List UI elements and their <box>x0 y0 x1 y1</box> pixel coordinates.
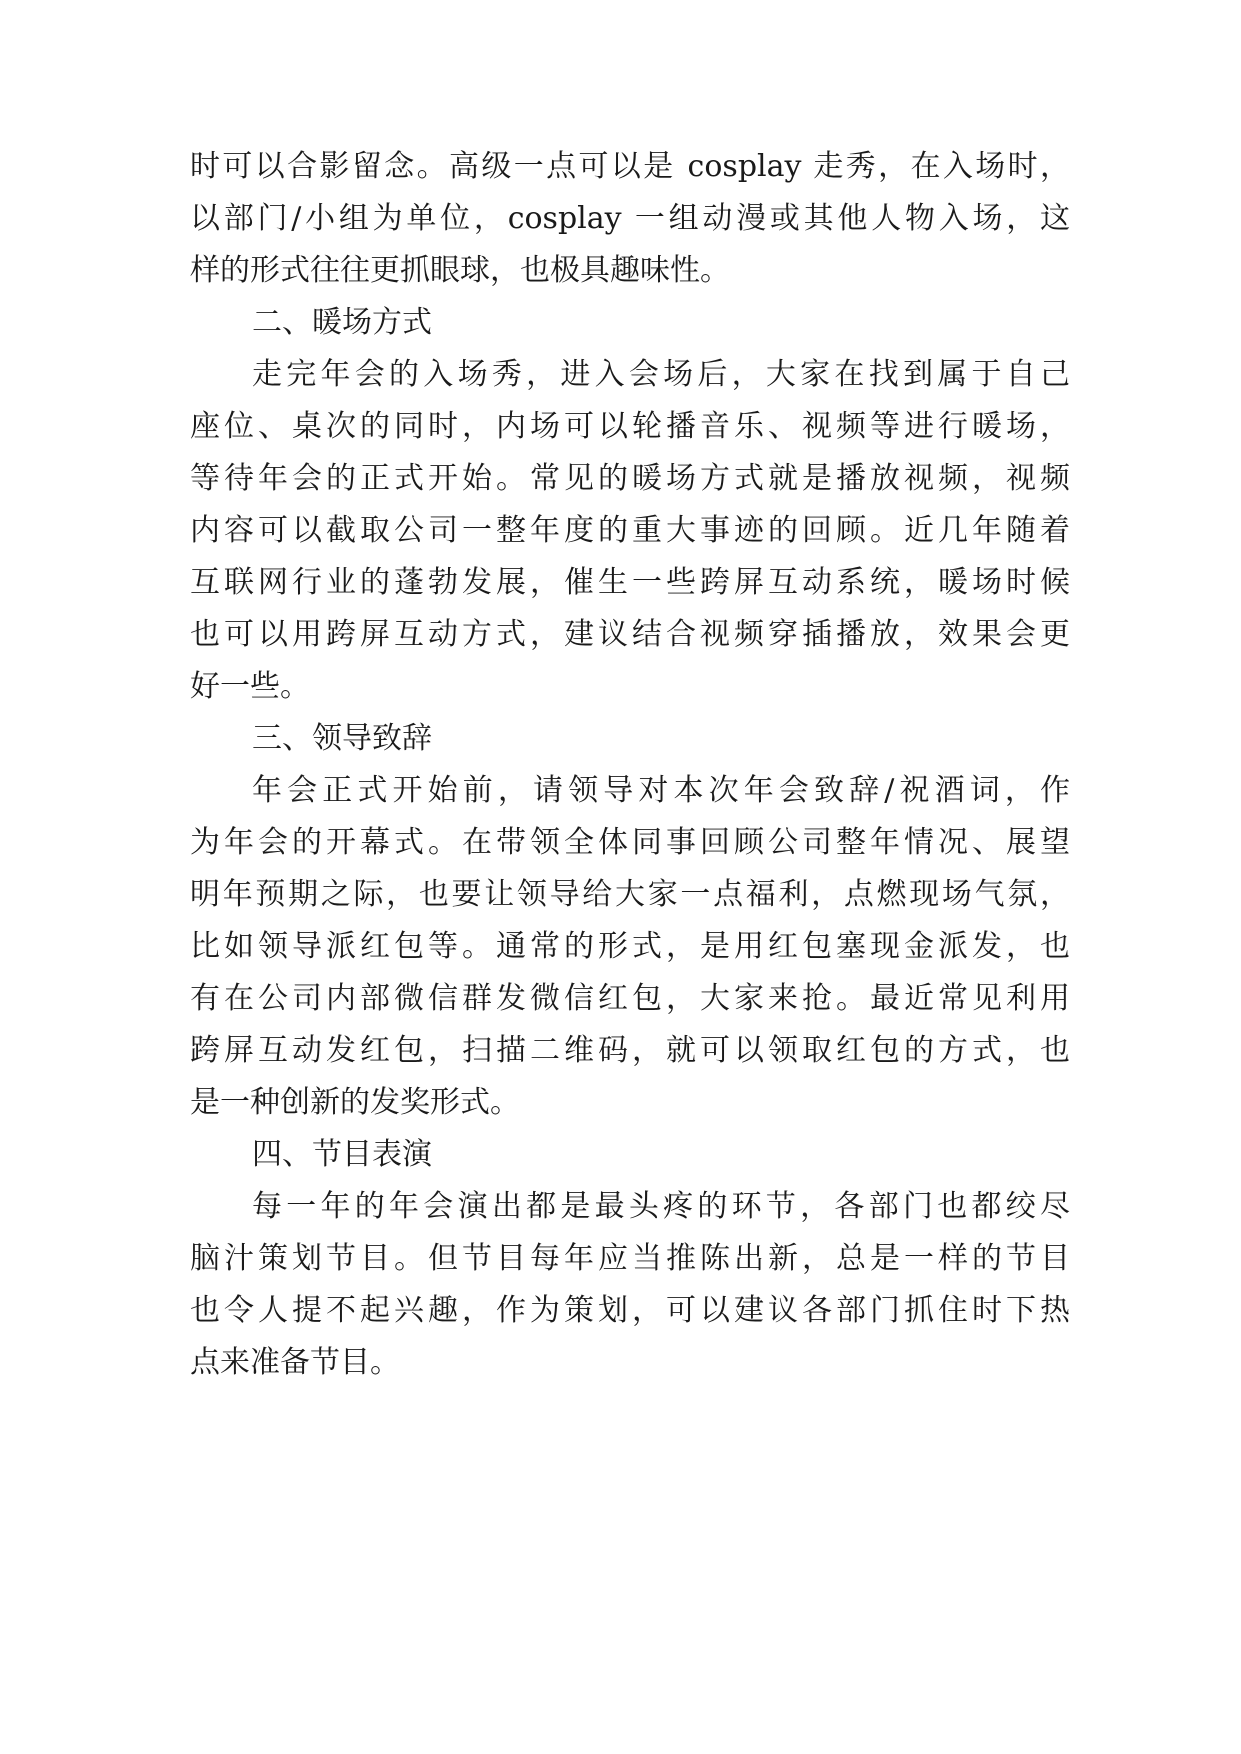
paragraph-line: 每一年的年会演出都是最头疼的环节，各部门也都绞尽 <box>252 1189 1070 1224</box>
paragraph-line: 互联网行业的蓬勃发展，催生一些跨屏互动系统，暖场时候 <box>190 565 1070 600</box>
paragraph-line: 是一种创新的发奖形式。 <box>190 1085 520 1120</box>
paragraph-line: 座位、桌次的同时，内场可以轮播音乐、视频等进行暖场， <box>190 409 1070 444</box>
paragraph-line: 脑汁策划节目。但节目每年应当推陈出新，总是一样的节目 <box>190 1241 1070 1276</box>
paragraph-line: 样的形式往往更抓眼球，也极具趣味性。 <box>190 253 730 288</box>
section-heading: 三、领导致辞 <box>252 721 432 756</box>
paragraph-line: 点来准备节目。 <box>190 1345 400 1380</box>
paragraph-line: 等待年会的正式开始。常见的暖场方式就是播放视频，视频 <box>190 461 1070 496</box>
paragraph-line: 年会正式开始前，请领导对本次年会致辞/祝酒词，作 <box>252 773 1070 808</box>
section-heading: 四、节目表演 <box>252 1137 432 1172</box>
paragraph-line: 有在公司内部微信群发微信红包，大家来抢。最近常见利用 <box>190 981 1070 1016</box>
paragraph-line: 明年预期之际，也要让领导给大家一点福利，点燃现场气氛， <box>190 877 1070 912</box>
paragraph-line: 时可以合影留念。高级一点可以是 cosplay 走秀，在入场时， <box>190 149 1070 184</box>
paragraph-line: 跨屏互动发红包，扫描二维码，就可以领取红包的方式，也 <box>190 1033 1070 1068</box>
section-heading: 二、暖场方式 <box>252 305 432 340</box>
paragraph-line: 好一些。 <box>190 669 310 704</box>
paragraph-line: 内容可以截取公司一整年度的重大事迹的回顾。近几年随着 <box>190 513 1070 548</box>
paragraph-line: 也可以用跨屏互动方式，建议结合视频穿插播放，效果会更 <box>190 617 1070 652</box>
paragraph-line: 比如领导派红包等。通常的形式，是用红包塞现金派发，也 <box>190 929 1070 964</box>
paragraph-line: 也令人提不起兴趣，作为策划，可以建议各部门抓住时下热 <box>190 1293 1070 1328</box>
paragraph-line: 走完年会的入场秀，进入会场后，大家在找到属于自己 <box>252 357 1070 392</box>
paragraph-line: 为年会的开幕式。在带领全体同事回顾公司整年情况、展望 <box>190 825 1070 860</box>
paragraph-line: 以部门/小组为单位，cosplay 一组动漫或其他人物入场，这 <box>190 201 1070 236</box>
